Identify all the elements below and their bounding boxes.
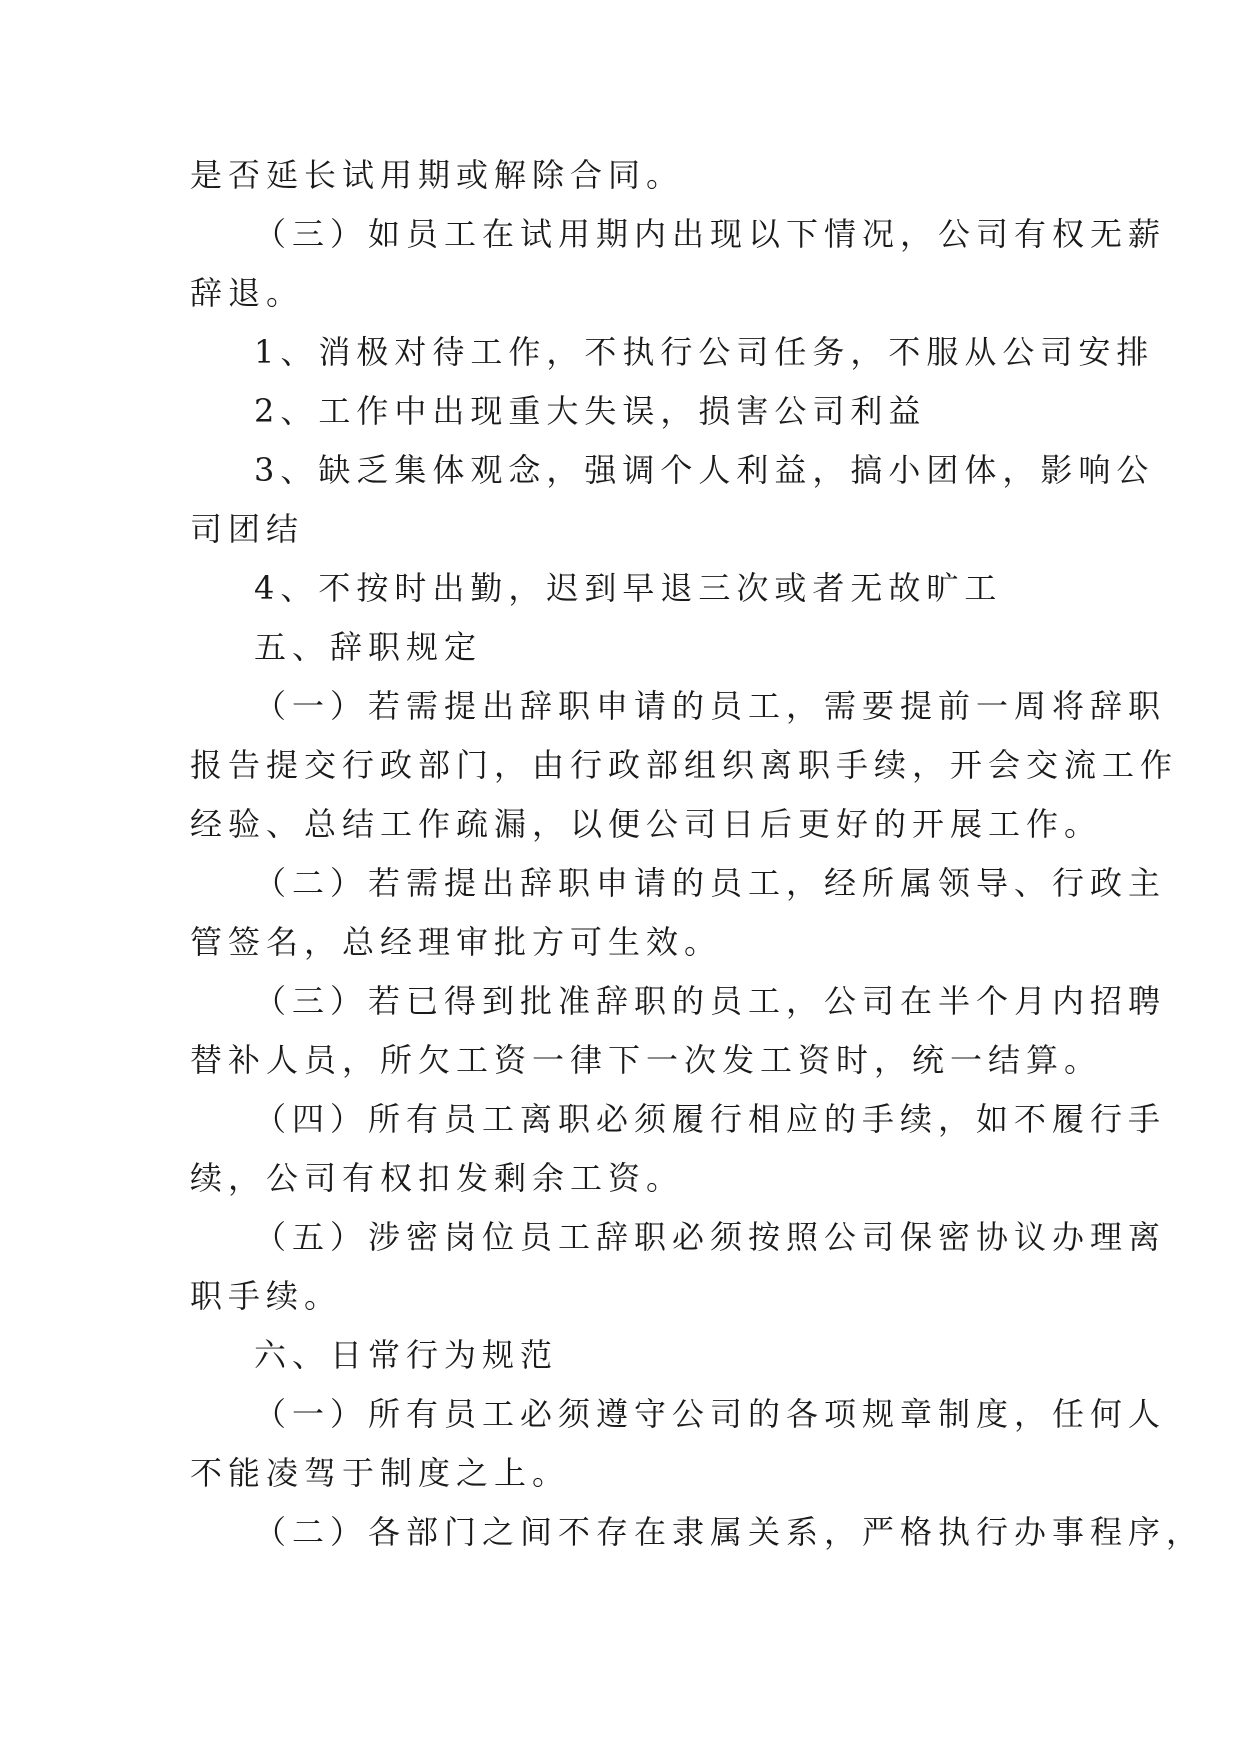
- text-line: （二）各部门之间不存在隶属关系，严格执行办事程序，: [254, 1513, 1205, 1551]
- text-line: （四）所有员工离职必须履行相应的手续，如不履行手: [254, 1100, 1167, 1138]
- text-line: 职手续。: [190, 1277, 343, 1315]
- text-line: 经验、总结工作疏漏，以便公司日后更好的开展工作。: [190, 805, 1103, 843]
- text-line: （一）若需提出辞职申请的员工，需要提前一周将辞职: [254, 687, 1167, 725]
- text-line: 续，公司有权扣发剩余工资。: [190, 1159, 685, 1197]
- text-line: 是否延长试用期或解除合同。: [190, 156, 685, 194]
- text-line: 3、缺乏集体观念，强调个人利益，搞小团体，影响公: [254, 451, 1155, 489]
- document-page: [190, 155, 1205, 1552]
- text-line: （一）所有员工必须遵守公司的各项规章制度，任何人: [254, 1395, 1167, 1433]
- text-line: 报告提交行政部门，由行政部组织离职手续，开会交流工作: [190, 746, 1179, 784]
- text-line: （五）涉密岗位员工辞职必须按照公司保密协议办理离: [254, 1218, 1167, 1256]
- text-line: （三）如员工在试用期内出现以下情况，公司有权无薪: [254, 215, 1167, 253]
- section-heading: 六、日常行为规范: [254, 1336, 559, 1374]
- text-line: 辞退。: [190, 274, 305, 312]
- text-line: 1、消极对待工作，不执行公司任务，不服从公司安排: [254, 333, 1155, 371]
- text-line: 不能凌驾于制度之上。: [190, 1454, 571, 1492]
- text-line: 管签名，总经理审批方可生效。: [190, 923, 723, 961]
- text-line: 2、工作中出现重大失误，损害公司利益: [254, 392, 927, 430]
- text-line: （三）若已得到批准辞职的员工，公司在半个月内招聘: [254, 982, 1167, 1020]
- text-line: （二）若需提出辞职申请的员工，经所属领导、行政主: [254, 864, 1167, 902]
- text-line: 替补人员，所欠工资一律下一次发工资时，统一结算。: [190, 1041, 1103, 1079]
- text-line: 司团结: [190, 510, 305, 548]
- text-line: 4、不按时出勤，迟到早退三次或者无故旷工: [254, 569, 1003, 607]
- section-heading: 五、辞职规定: [254, 628, 483, 666]
